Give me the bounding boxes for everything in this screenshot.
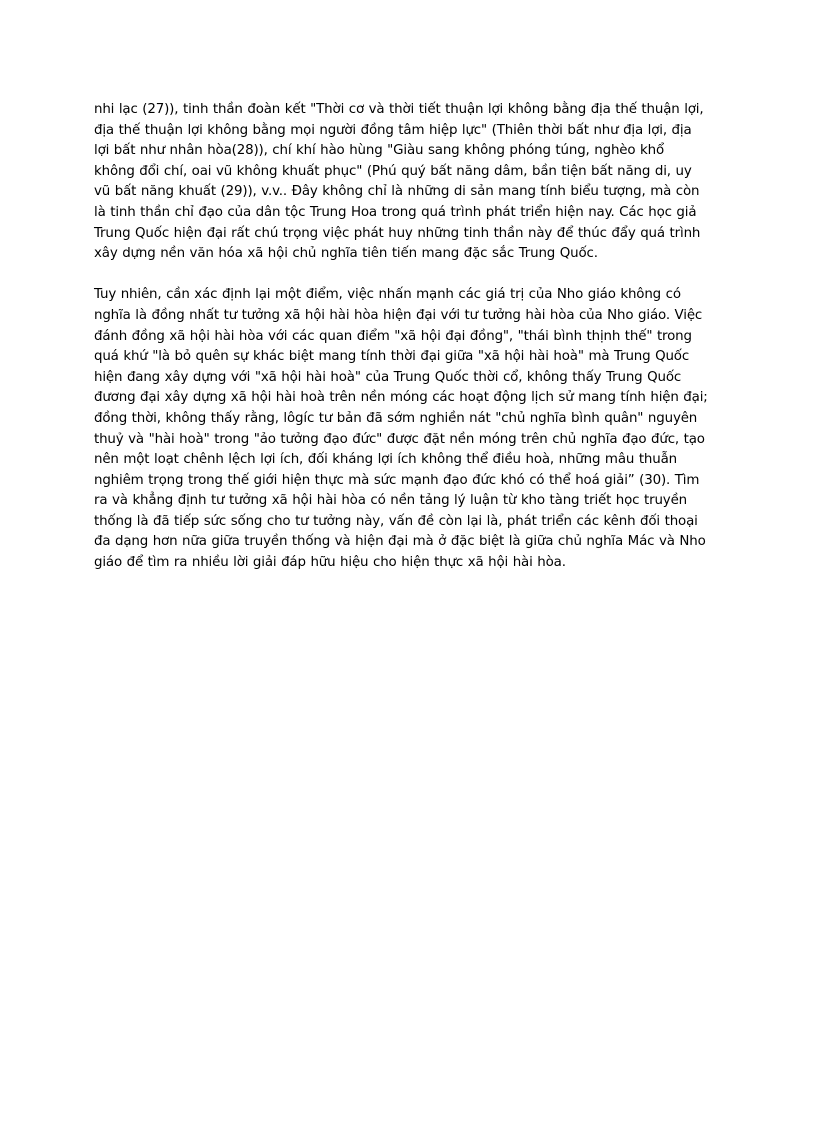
text-line: thuỷ và "hài hoà" trong "ảo tưởng đạo đức" được đặt nền móng trên chủ nghĩa đạo đức, tạo (94, 431, 705, 447)
text-line: vũ bất năng khuất (29)), v.v.. Đây không chỉ là những di sản mang tính biểu tượng, mà còn (94, 184, 700, 200)
text-line: lợi bất như nhân hòa(28)), chí khí hào hùng "Giàu sang không phóng túng, nghèo khổ (94, 143, 665, 159)
text-line: Tuy nhiên, cần xác định lại một điểm, việc nhấn mạnh các giá trị của Nho giáo không có (94, 287, 681, 303)
text-line: thống là đã tiếp sức sống cho tư tưởng này, vấn đề còn lại là, phát triển các kênh đối thoại (94, 513, 698, 529)
text-line: đánh đồng xã hội hài hòa với các quan điểm "xã hội đại đồng", "thái bình thịnh thế" trong (94, 328, 692, 344)
text-line: nghĩa là đồng nhất tư tưởng xã hội hài hòa hiện đại với tư tưởng hài hòa của Nho giáo. Việc (94, 307, 703, 323)
document-page (94, 100, 726, 574)
paragraph-2 (94, 285, 726, 573)
paragraph-1 (94, 100, 726, 265)
text-line: đồng thời, không thấy rằng, lôgíc tư bản đã sớm nghiền nát "chủ nghĩa bình quân" nguyên (94, 410, 698, 426)
text-line: là tinh thần chỉ đạo của dân tộc Trung Hoa trong quá trình phát triển hiện nay. Các học giả (94, 204, 697, 220)
text-line: Trung Quốc hiện đại rất chú trọng việc phát huy những tinh thần này để thúc đẩy quá trình (94, 225, 701, 241)
text-line: đa dạng hơn nữa giữa truyền thống và hiện đại mà ở đặc biệt là giữa chủ nghĩa Mác và Nho (94, 534, 706, 550)
text-line: giáo để tìm ra nhiều lời giải đáp hữu hiệu cho hiện thực xã hội hài hòa. (94, 555, 566, 571)
text-line: xây dựng nền văn hóa xã hội chủ nghĩa tiên tiến mang đặc sắc Trung Quốc. (94, 246, 598, 262)
text-line: quá khứ "là bỏ quên sự khác biệt mang tính thời đại giữa "xã hội hài hoà" mà Trung Quốc (94, 349, 690, 365)
text-line: hiện đang xây dựng với "xã hội hài hoà" của Trung Quốc thời cổ, không thấy Trung Quốc (94, 369, 682, 385)
text-line: ra và khẳng định tư tưởng xã hội hài hòa có nền tảng lý luận từ kho tàng triết học truyền (94, 493, 687, 509)
text-line: không đổi chí, oai vũ không khuất phục" (Phú quý bất năng dâm, bần tiện bất năng di, uy (94, 163, 692, 179)
text-line: nên một loạt chênh lệch lợi ích, đối kháng lợi ích không thể điều hoà, những mâu thuẫn (94, 452, 677, 468)
text-line: đương đại xây dựng xã hội hài hoà trên nền móng các hoạt động lịch sử mang tính hiện đại; (94, 390, 708, 406)
text-line: địa thế thuận lợi không bằng mọi người đồng tâm hiệp lực" (Thiên thời bất như địa lợi, địa (94, 122, 692, 138)
text-line: nghiêm trọng trong thế giới hiện thực mà sức mạnh đạo đức khó có thể hoá giải” (30). Tìm (94, 472, 700, 488)
text-line: nhi lạc (27)), tinh thần đoàn kết "Thời cơ và thời tiết thuận lợi không bằng địa thế thuận lợi, (94, 102, 704, 117)
